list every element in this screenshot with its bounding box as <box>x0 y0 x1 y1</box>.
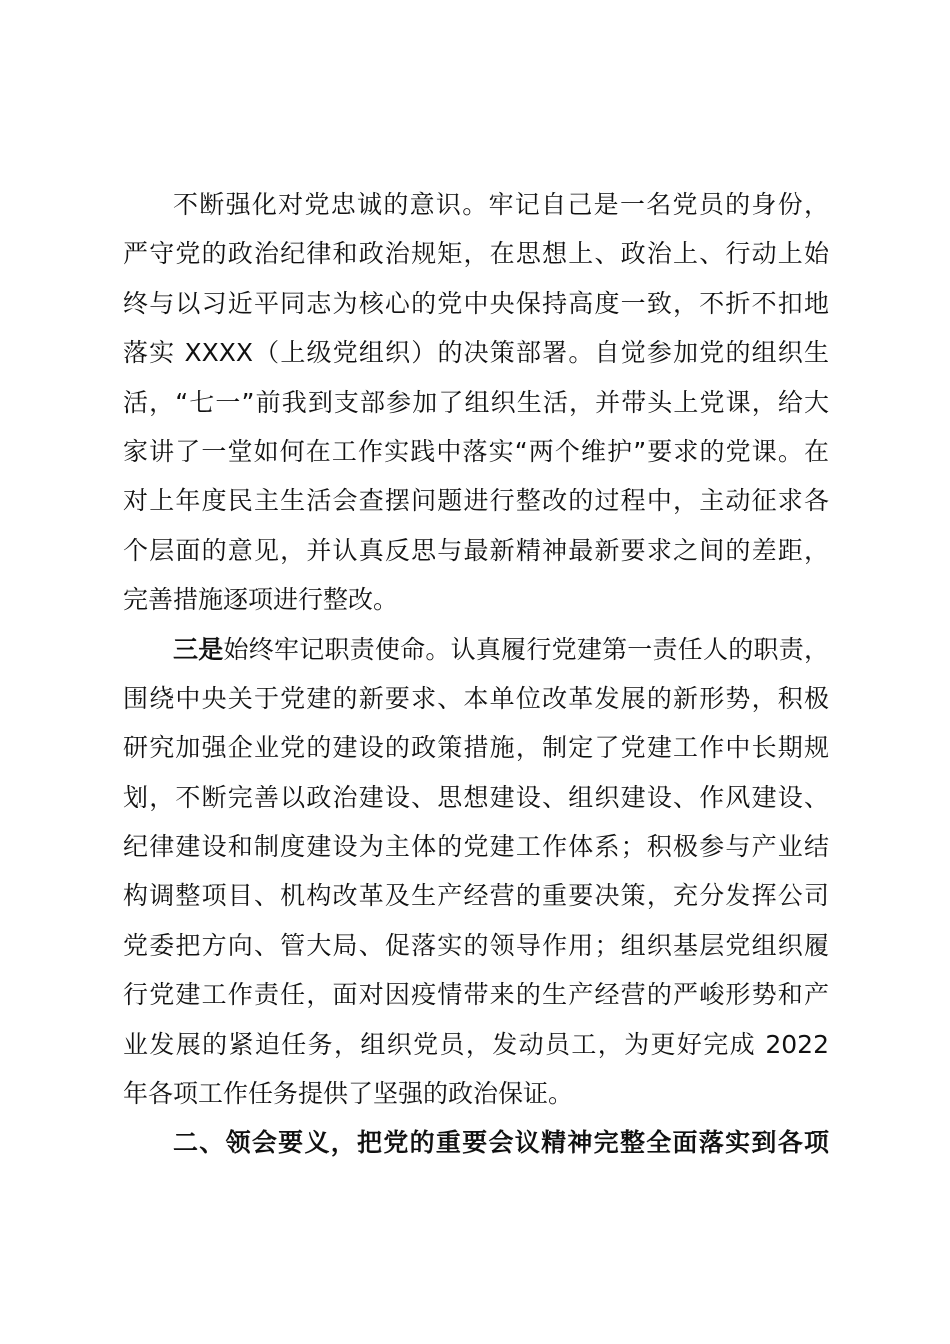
paragraph-loyalty <box>123 180 829 625</box>
text-line: 活，“七一”前我到支部参加了组织生活，并带头上党课，给大 <box>123 387 829 417</box>
text-line: 终与以习近平同志为核心的党中央保持高度一致，不折不扣地 <box>123 288 829 318</box>
text-line: 业发展的紧迫任务，组织党员，发动员工，为更好完成 2022 <box>123 1029 829 1059</box>
text-line: 纪律建设和制度建设为主体的党建工作体系；积极参与产业结 <box>123 832 829 862</box>
text-line-with-lead <box>123 625 829 674</box>
text-line: 家讲了一堂如何在工作实践中落实“两个维护”要求的党课。在 <box>123 436 829 466</box>
text-line: 划，不断完善以政治建设、思想建设、组织建设、作风建设、 <box>123 782 829 812</box>
text-line: 个层面的意见，并认真反思与最新精神最新要求之间的差距， <box>123 535 829 565</box>
text-line: 年各项工作任务提供了坚强的政治保证。 <box>123 1079 574 1109</box>
text-line: 研究加强企业党的建设的政策措施，制定了党建工作中长期规 <box>123 733 829 763</box>
paragraph-lead: 三是 <box>173 634 224 664</box>
text-line: 落实 XXXX（上级党组织）的决策部署。自觉参加党的组织生 <box>123 338 829 368</box>
text-line: 党委把方向、管大局、促落实的领导作用；组织基层党组织履 <box>123 930 829 960</box>
text-line: 不断强化对党忠诚的意识。牢记自己是一名党员的身份， <box>173 190 829 219</box>
text-line: 对上年度民主生活会查摆问题进行整改的过程中，主动征求各 <box>123 486 829 516</box>
section-heading: 二、领会要义，把党的重要会议精神完整全面落实到各项 <box>173 1128 829 1158</box>
text-line: 构调整项目、机构改革及生产经营的重要决策，充分发挥公司 <box>123 881 829 911</box>
paragraph-first-line-text: 始终牢记职责使命。认真履行党建第一责任人的职责， <box>223 634 829 664</box>
text-line: 围绕中央关于党建的新要求、本单位改革发展的新形势，积极 <box>123 683 829 713</box>
document-body <box>123 180 829 1168</box>
text-line: 完善措施逐项进行整改。 <box>123 585 399 615</box>
paragraph-responsibility <box>123 625 829 1119</box>
text-line: 严守党的政治纪律和政治规矩，在思想上、政治上、行动上始 <box>123 239 829 269</box>
text-line: 行党建工作责任，面对因疫情带来的生产经营的严峻形势和产 <box>123 980 829 1010</box>
